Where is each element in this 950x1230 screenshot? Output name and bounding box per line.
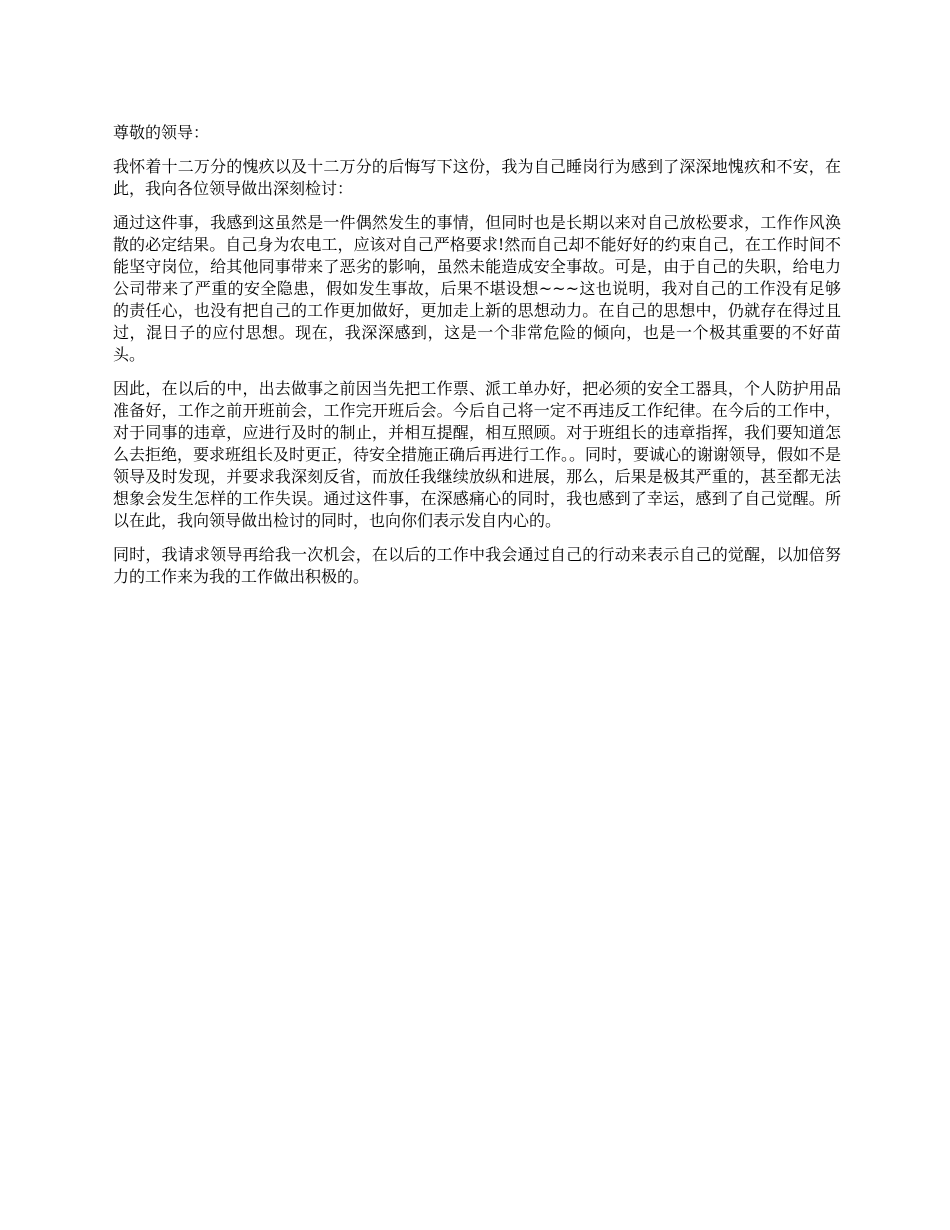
paragraph-reflection: 通过这件事，我感到这虽然是一件偶然发生的事情，但同时也是长期以来对自己放松要求，工作作风涣散的必定结果。自己身为农电工，应该对自己严格要求!然而自己却不能好好的约束自己，在工作时间不能坚守岗位，给其他同事带来了恶劣的影响，虽然未能造成安全事故。可是，由于自己的失职，给电力公司带来了严重的安全隐患，假如发生事故，后果不堪设想~~~这也说明，我对自己的工作没有足够的责任心，也没有把自己的工作更加做好，更加走上新的思想动力。在自己的思想中，仍就存在得过且过，混日子的应付思想。现在，我深深感到，这是一个非常危险的倾向，也是一个极其重要的不好苗头。 — [113, 213, 841, 364]
paragraph-request: 同时，我请求领导再给我一次机会，在以后的工作中我会通过自己的行动来表示自己的觉醒，以加倍努力的工作来为我的工作做出积极的。 — [113, 545, 841, 586]
paragraph-commitment: 因此，在以后的中，出去做事之前因当先把工作票、派工单办好，把必须的安全工器具，个人防护用品准备好，工作之前开班前会，工作完开班后会。今后自己将一定不再违反工作纪律。在今后的工作中，对于同事的违章，应进行及时的制止，并相互提醒，相互照顾。对于班组长的违章指挥，我们要知道怎么去拒绝，要求班组长及时更正，待安全措施正确后再进行工作。。同时，要诚心的谢谢领导，假如不是领导及时发现，并要求我深刻反省，而放任我继续放纵和进展，那么，后果是极其严重的，甚至都无法想象会发生怎样的工作失误。通过这件事，在深感痛心的同时，我也感到了幸运，感到了自己觉醒。所以在此，我向领导做出检讨的同时，也向你们表示发自内心的。 — [113, 379, 842, 530]
salutation: 尊敬的领导： — [113, 123, 210, 142]
paragraph-apology: 我怀着十二万分的愧疚以及十二万分的后悔写下这份，我为自己睡岗行为感到了深深地愧疚和不安，在此，我向各位领导做出深刻检讨： — [113, 157, 841, 198]
document-page — [113, 122, 841, 600]
